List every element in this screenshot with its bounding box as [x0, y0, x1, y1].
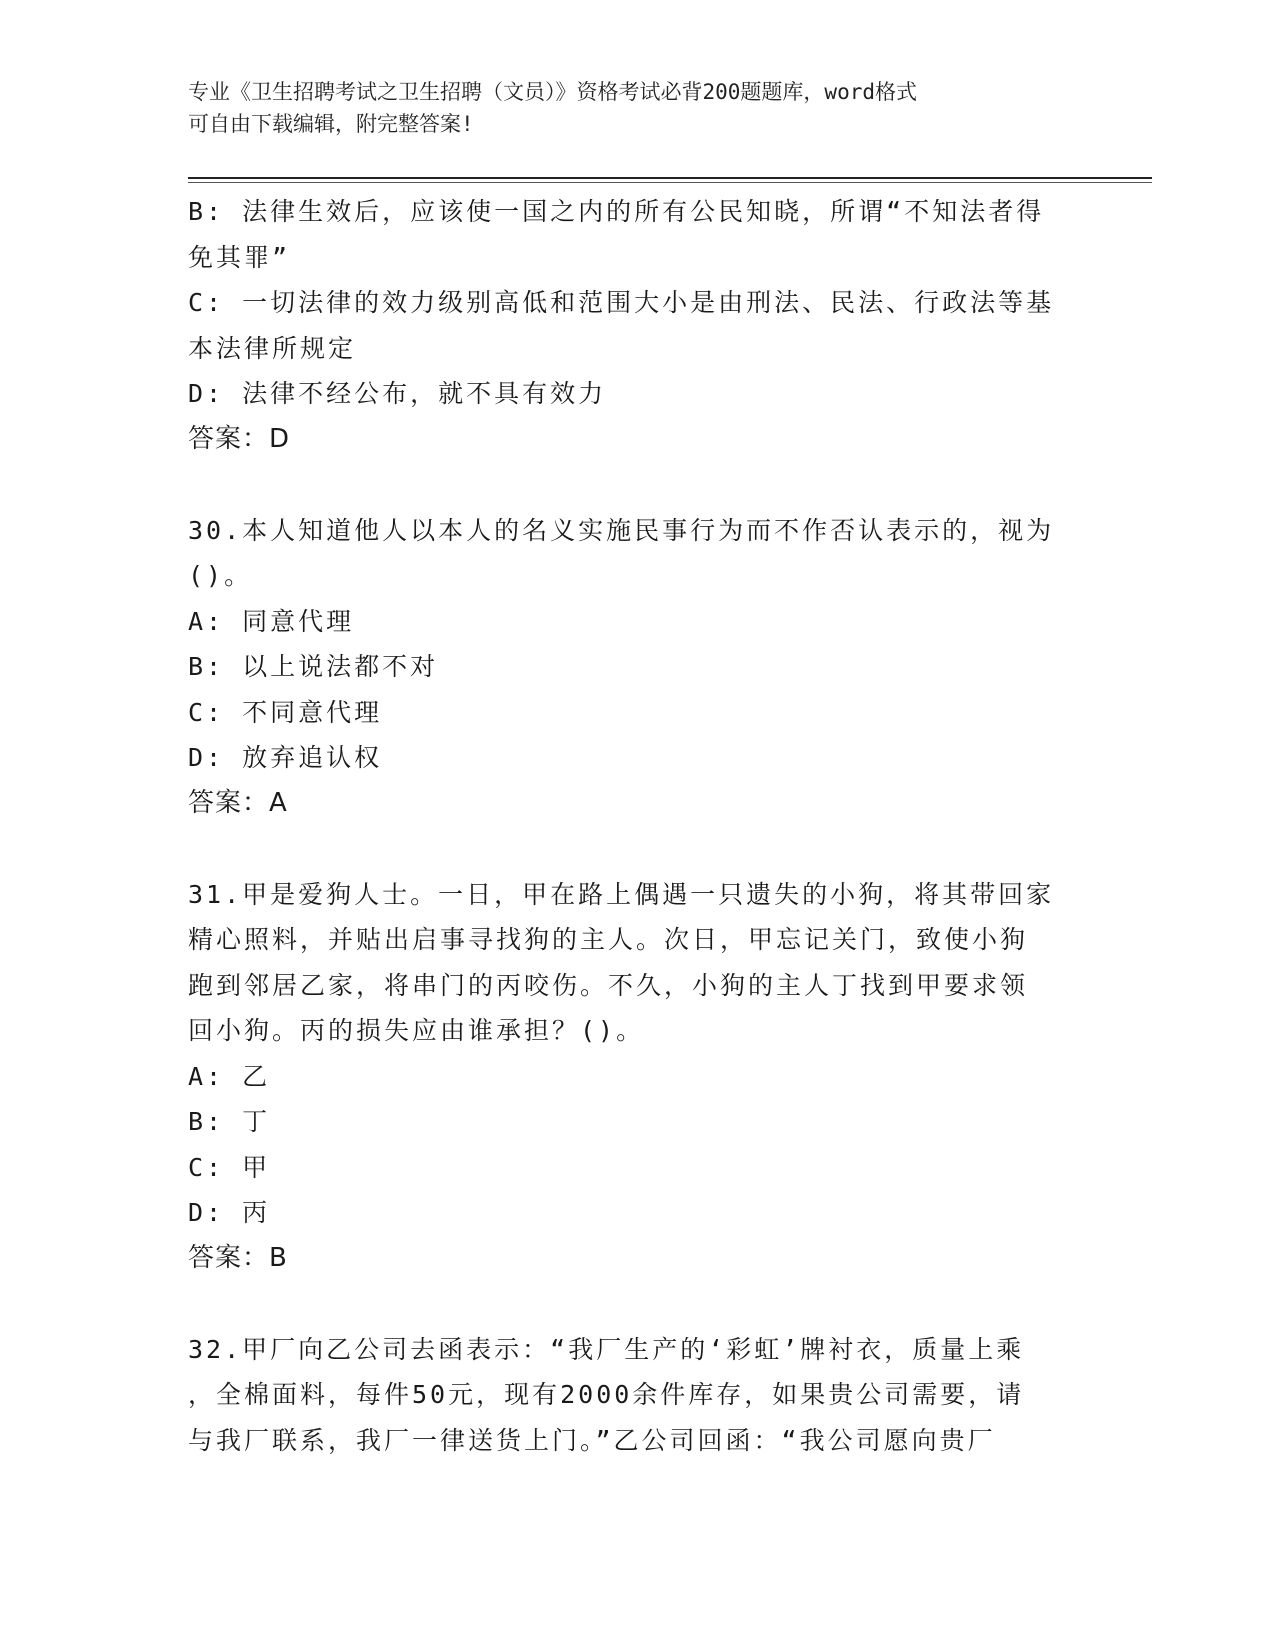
question-30-option-c: C: 不同意代理 [188, 697, 383, 727]
answer-30: 答案：A [188, 787, 288, 818]
question-spacer [188, 462, 1088, 508]
question-31-stem-line-2: 精心照料，并贴出启事寻找狗的主人。次日，甲忘记关门，致使小狗 [188, 925, 1029, 954]
question-30-stem-line-2: ()。 [188, 561, 253, 590]
option-c-line-1: C: 一切法律的效力级别高低和范围大小是由刑法、民法、行政法等基 [188, 288, 1055, 317]
header-title-line-2: 可自由下载编辑，附完整答案! [188, 112, 474, 136]
question-31-option-d: D: 丙 [188, 1198, 271, 1227]
question-31-stem-line-4: 回小狗。丙的损失应由谁承担？()。 [188, 1016, 645, 1045]
question-32-stem-line-3: 与我厂联系，我厂一律送货上门。”乙公司回函：“我公司愿向贵厂 [188, 1425, 996, 1455]
header-divider-thick [188, 177, 1152, 179]
question-30-stem-line-1: 30.本人知道他人以本人的名义实施民事行为而不作否认表示的，视为 [188, 515, 1055, 545]
header-title-line-1: 专业《卫生招聘考试之卫生招聘（文员）》资格考试必背200题题库，word格式 [188, 80, 917, 104]
answer-29: 答案：D [188, 423, 291, 454]
option-b-line-1: B: 法律生效后，应该使一国之内的所有公民知晓，所谓“不知法者得 [188, 197, 1045, 226]
option-d: D: 法律不经公布，就不具有效力 [188, 379, 607, 408]
answer-31: 答案：B [188, 1242, 288, 1273]
question-32 [188, 1327, 1088, 1464]
question-32-stem-line-1: 32.甲厂向乙公司去函表示：“我厂生产的‘彩虹’牌衬衣，质量上乘 [188, 1334, 1025, 1364]
question-31-option-c: C: 甲 [188, 1152, 271, 1182]
question-29-tail [188, 189, 1088, 462]
option-c-line-2: 本法律所规定 [188, 333, 357, 363]
question-32-stem-line-2: ，全棉面料，每件50元，现有2000余件库存，如果贵公司需要，请 [188, 1380, 1025, 1409]
question-31-stem-line-3: 跑到邻居乙家，将串门的丙咬伤。不久，小狗的主人丁找到甲要求领 [188, 970, 1029, 1000]
question-30-option-a: A: 同意代理 [188, 606, 355, 636]
question-spacer [188, 1281, 1088, 1327]
option-b-line-2: 免其罪” [188, 242, 291, 272]
question-content [188, 189, 1088, 1463]
question-30 [188, 508, 1088, 827]
question-30-option-b: B: 以上说法都不对 [188, 652, 439, 681]
question-31-option-b: B: 丁 [188, 1107, 271, 1136]
question-31-option-a: A: 乙 [188, 1061, 271, 1091]
header-divider-thin [188, 182, 1152, 183]
page-header [188, 76, 1068, 140]
question-spacer [188, 826, 1088, 872]
question-30-option-d: D: 放弃追认权 [188, 743, 383, 772]
question-31-stem-line-1: 31.甲是爱狗人士。一日，甲在路上偶遇一只遗失的小狗，将其带回家 [188, 879, 1055, 909]
question-31 [188, 872, 1088, 1282]
